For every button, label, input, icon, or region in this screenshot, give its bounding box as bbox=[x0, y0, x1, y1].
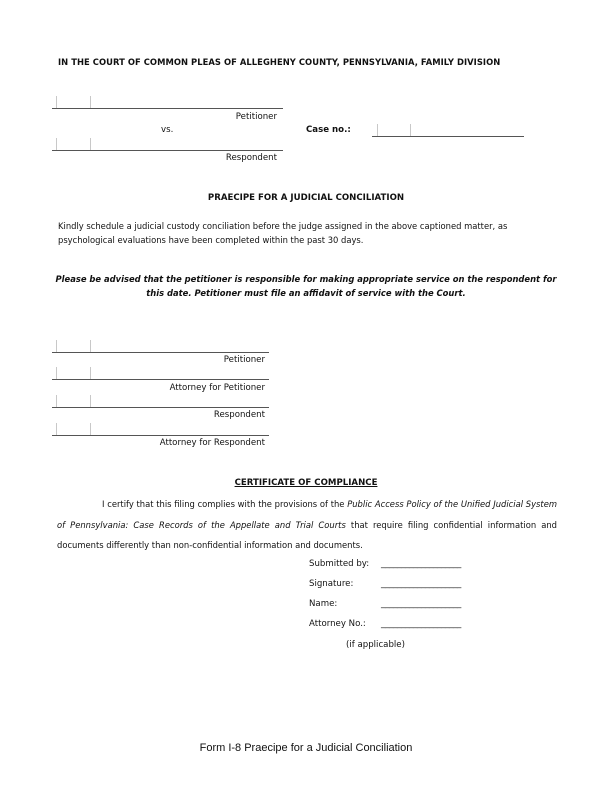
request-paragraph: Kindly schedule a judicial custody conciliation before the judge assigned in the above captioned matter, as psychological evaluations have been completed within the past 30 days. bbox=[58, 221, 508, 245]
policy-name: Public Access Policy of the Unified Judicial System of Pennsylvania: Case Records of the Appellate and Trial Courts bbox=[57, 499, 557, 530]
case-no-label: Case no.: bbox=[306, 125, 351, 135]
caption-respondent-label: Respondent bbox=[225, 153, 277, 163]
form-footer: Form I-8 Praecipe for a Judicial Conciliation bbox=[199, 742, 413, 754]
sig-petitioner-label: Petitioner bbox=[223, 355, 265, 365]
submitted-by-label: Submitted by: bbox=[309, 559, 370, 569]
if-applicable-note: (if applicable) bbox=[346, 640, 405, 650]
certificate-title: CERTIFICATE OF COMPLIANCE bbox=[234, 478, 378, 488]
attorney-no-field[interactable]: ____________________ bbox=[381, 619, 461, 629]
name-label: Name: bbox=[309, 599, 338, 609]
sig-attorney-respondent-label: Attorney for Respondent bbox=[159, 438, 265, 448]
sig-respondent-label: Respondent bbox=[213, 410, 265, 420]
certificate-text: I certify that this filing complies with the provisions of the Public Access Policy of the Unified Judicial System of Pennsylvania: Case Records of the Appellate and Trial Courts that require filing confidential information and documents differently than non-confidential information and documents. bbox=[57, 499, 557, 550]
attorney-no-label: Attorney No.: bbox=[309, 619, 366, 629]
caption-vs-label: vs. bbox=[161, 125, 174, 135]
caption-petitioner-label: Petitioner bbox=[235, 112, 277, 122]
signature-label: Signature: bbox=[309, 579, 354, 589]
submitted-by-field[interactable]: ____________________ bbox=[381, 559, 461, 569]
court-heading: IN THE COURT OF COMMON PLEAS OF ALLEGHENY COUNTY, PENNSYLVANIA, FAMILY DIVISION bbox=[58, 57, 501, 67]
praecipe-title: PRAECIPE FOR A JUDICIAL CONCILIATION bbox=[207, 193, 405, 203]
signature-field[interactable]: ____________________ bbox=[381, 579, 461, 589]
sig-attorney-petitioner-label: Attorney for Petitioner bbox=[169, 383, 265, 393]
name-field[interactable]: ____________________ bbox=[381, 599, 461, 609]
service-notice: Please be advised that the petitioner is responsible for making appropriate service on the respondent for this date. Petitioner must file an affidavit of service with the Court. bbox=[55, 274, 557, 298]
